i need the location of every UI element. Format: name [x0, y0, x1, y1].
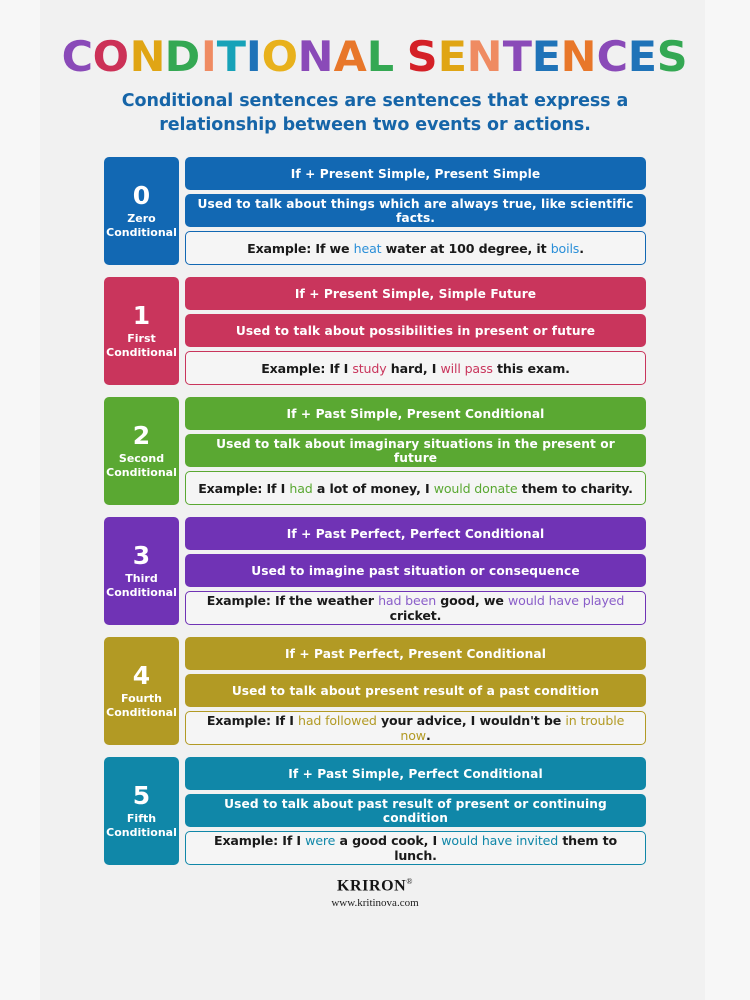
conditional-badge — [104, 157, 179, 265]
example-highlight: had been — [378, 593, 437, 609]
conditional-name-line2: Conditional — [106, 465, 177, 479]
conditional-name — [106, 212, 177, 240]
example-plain: them to lunch. — [394, 833, 617, 864]
conditional-name-line2: Conditional — [106, 345, 177, 359]
conditional-form: If + Present Simple, Simple Future — [185, 277, 646, 310]
conditional-number: 4 — [132, 660, 151, 690]
conditional-row — [104, 277, 646, 385]
conditional-name-line2: Conditional — [106, 825, 177, 839]
conditional-panels — [185, 157, 646, 265]
conditional-usage: Used to talk about present result of a past condition — [185, 674, 646, 707]
conditional-name — [106, 452, 177, 480]
conditional-name-line1: First — [127, 332, 156, 346]
example-plain: Example: If I — [206, 713, 298, 729]
conditional-panels — [185, 637, 646, 745]
example-highlight: were — [305, 833, 336, 849]
title-letter: I — [200, 32, 217, 81]
example-plain: good, we — [436, 593, 508, 609]
conditional-name — [106, 812, 177, 840]
conditional-example-text — [196, 593, 635, 623]
footer — [0, 877, 750, 908]
conditional-panels — [185, 757, 646, 865]
conditionals-list — [104, 157, 646, 865]
conditional-row — [104, 517, 646, 625]
conditional-example-text — [198, 481, 633, 496]
conditional-badge — [104, 277, 179, 385]
example-plain: cricket. — [389, 608, 442, 624]
conditional-form: If + Past Simple, Perfect Conditional — [185, 757, 646, 790]
example-plain: Example: If I — [214, 833, 306, 849]
conditional-name-line2: Conditional — [106, 585, 177, 599]
example-plain: Example: If I — [261, 360, 353, 376]
conditional-badge — [104, 637, 179, 745]
conditional-name-line1: Fifth — [126, 812, 157, 826]
example-plain: Example: If I — [198, 480, 290, 496]
example-highlight: had — [289, 480, 313, 496]
conditional-row — [104, 157, 646, 265]
title-letter: E — [531, 32, 562, 81]
conditional-panels — [185, 397, 646, 505]
conditional-example — [185, 831, 646, 865]
conditional-name-line1: Third — [125, 572, 158, 586]
example-highlight: had followed — [297, 713, 377, 729]
example-plain: Example: If the weather — [206, 593, 379, 609]
conditional-usage: Used to talk about things which are always true, like scientific facts. — [185, 194, 646, 227]
brand-name: KRIRON — [336, 877, 407, 895]
conditional-example-text — [196, 833, 635, 863]
subtitle: Conditional sentences are sentences that express a relationship between two events or actions. — [121, 91, 629, 135]
title-letter: N — [297, 32, 335, 81]
title-letter: C — [596, 32, 629, 81]
example-plain: a lot of money, I — [312, 480, 434, 496]
title-letter: E — [627, 32, 658, 81]
title-letter: I — [245, 32, 263, 81]
conditional-number: 2 — [132, 420, 151, 450]
conditional-example-text — [196, 713, 635, 743]
title-letter: N — [129, 32, 166, 81]
conditional-panels — [185, 277, 646, 385]
title-letter: T — [216, 32, 247, 81]
conditional-form: If + Present Simple, Present Simple — [185, 157, 646, 190]
title-letter: A — [333, 32, 368, 81]
conditional-badge — [104, 397, 179, 505]
registered-mark-icon: ® — [406, 877, 414, 887]
conditional-name-line1: Fourth — [121, 692, 162, 706]
website-url: www.kritinova.com — [331, 896, 419, 909]
conditional-name — [106, 332, 177, 360]
conditional-row — [104, 637, 646, 745]
conditional-row — [104, 757, 646, 865]
conditional-usage: Used to talk about imaginary situations in the present or future — [185, 434, 646, 467]
conditional-example-text — [247, 241, 584, 256]
title-letter: O — [261, 32, 299, 81]
example-highlight: would donate — [433, 480, 518, 496]
example-highlight: in trouble now — [400, 713, 625, 744]
conditional-number: 0 — [132, 180, 151, 210]
example-highlight: would have invited — [441, 833, 559, 849]
title-letter: S — [656, 32, 689, 81]
conditional-badge — [104, 757, 179, 865]
title-letter: D — [164, 32, 201, 81]
example-highlight: study — [352, 360, 387, 376]
example-plain: a good cook, I — [335, 833, 442, 849]
title-letter: T — [502, 32, 533, 81]
example-highlight: boils — [550, 240, 580, 256]
example-highlight: will pass — [440, 360, 493, 376]
example-plain: this exam. — [492, 360, 570, 376]
title-letter: L — [366, 32, 395, 81]
conditional-form: If + Past Simple, Present Conditional — [185, 397, 646, 430]
example-highlight: would have played — [507, 593, 625, 609]
title-letter: C — [61, 32, 94, 81]
example-plain: your advice, I wouldn't be — [376, 713, 566, 729]
conditional-name-line1: Zero — [127, 212, 156, 226]
example-plain: . — [579, 240, 584, 256]
conditional-name — [106, 572, 177, 600]
example-plain: water at 100 degree, it — [381, 240, 551, 256]
conditional-row — [104, 397, 646, 505]
conditional-number: 3 — [132, 540, 151, 570]
conditional-name-line2: Conditional — [106, 705, 177, 719]
title-letter: N — [466, 32, 504, 81]
conditional-usage: Used to talk about possibilities in present or future — [185, 314, 646, 347]
example-plain: hard, I — [386, 360, 441, 376]
title-letter: E — [437, 32, 468, 81]
conditional-name-line2: Conditional — [106, 225, 177, 239]
conditional-panels — [185, 517, 646, 625]
brand-logo — [337, 877, 413, 895]
conditional-usage: Used to talk about past result of present or continuing condition — [185, 794, 646, 827]
conditional-number: 1 — [132, 300, 151, 330]
conditional-form: If + Past Perfect, Perfect Conditional — [185, 517, 646, 550]
example-plain: them to charity. — [517, 480, 633, 496]
conditional-name — [106, 692, 177, 720]
conditional-usage: Used to imagine past situation or consequence — [185, 554, 646, 587]
example-plain: . — [425, 728, 431, 744]
example-plain: Example: If we — [247, 240, 354, 256]
conditional-example — [185, 471, 646, 505]
title-letter: N — [560, 32, 598, 81]
conditional-number: 5 — [132, 780, 151, 810]
title-block — [0, 0, 750, 137]
conditional-example — [185, 351, 646, 385]
title-letter: S — [406, 32, 439, 81]
conditional-badge — [104, 517, 179, 625]
conditional-example — [185, 591, 646, 625]
page-title — [0, 32, 750, 81]
example-highlight: heat — [353, 240, 382, 256]
conditional-form: If + Past Perfect, Present Conditional — [185, 637, 646, 670]
title-letter: O — [92, 32, 130, 81]
conditional-example — [185, 711, 646, 745]
conditional-example-text — [261, 361, 570, 376]
conditional-name-line1: Second — [118, 452, 165, 466]
conditional-example — [185, 231, 646, 265]
